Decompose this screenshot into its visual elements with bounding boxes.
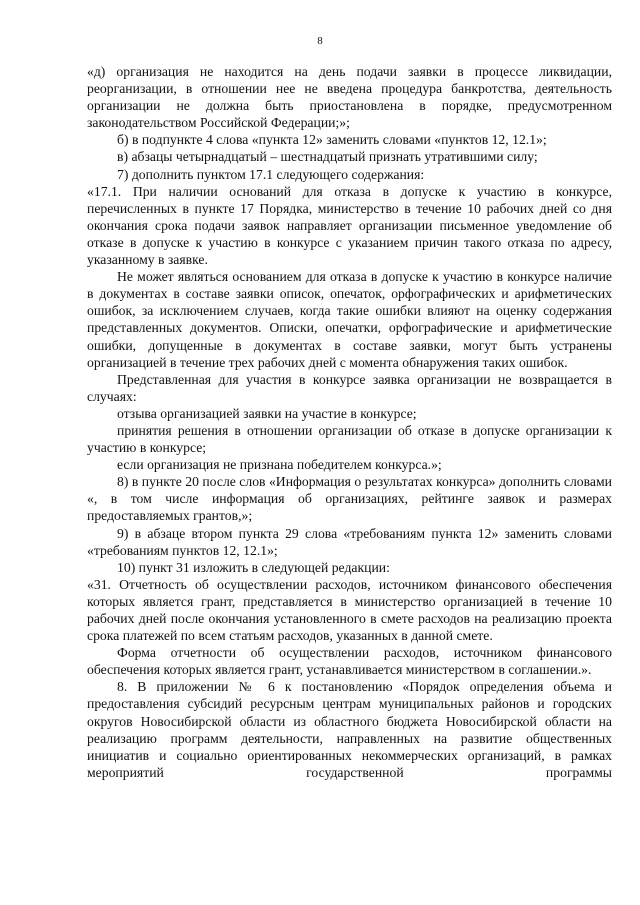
paragraph-point-9: 9) в абзаце втором пункта 29 слова «требованиям пункта 12» заменить словами «требованиям пунктов 12, 12.1»; <box>87 525 612 558</box>
paragraph-point-17-1: «17.1. При наличии оснований для отказа в допуске к участию в конкурсе, перечисленных в пункте 17 Порядка, министерство в течение 10 рабочих дней со дня окончания срока подачи заявок направляет организации письменное уведомление об отказе в допуске к участию в конкурсе с указанием причин такого отказа по адресу, указанному в заявке. <box>87 183 612 268</box>
paragraph-application-not-returned: Представленная для участия в конкурсе заявка организации не возвращается в случаях: <box>87 371 612 404</box>
paragraph-case-not-winner: если организация не признана победителем конкурса.»; <box>117 457 442 473</box>
paragraph-point-8: 8) в пункте 20 после слов «Информация о результатах конкурса» дополнить словами «, в том числе информация об организациях, рейтинге заявок и размерах предоставляемых грантов,»; <box>87 474 612 524</box>
paragraph-invalidate-paragraphs: в) абзацы четырнадцатый – шестнадцатый признать утратившими силу; <box>117 149 538 165</box>
paragraph-appendix-6: 8. В приложении № 6 к постановлению «Порядок определения объема и предоставления субсидий ресурсным центрам муниципальных районов и городских округов Новосибирской области из областного бюджета Новосибирской области на реализацию программ деятельности, направленных на развитие общественных инициатив и социально ориентированных некоммерческих организаций, в рамках мероприятий государственной программы <box>87 679 612 780</box>
paragraph-amend-subpoint-4: б) в подпункте 4 слова «пункта 12» заменить словами «пунктов 12, 12.1»; <box>117 132 547 148</box>
document-body <box>87 63 612 781</box>
paragraph-point-31: «31. Отчетность об осуществлении расходов, источником финансового обеспечения которых является грант, представляется в министерство организацией в течение 10 рабочих дней после окончания установленного в смете расходов на реализацию проекта срока платежей по всем статьям расходов, указанных в данной смете. <box>87 576 612 644</box>
paragraph-typos-not-grounds: Не может являться основанием для отказа в допуске к участию в конкурсе наличие в документах в составе заявки описок, опечаток, орфографических и арифметических ошибок, за исключением случаев, когда такие ошибки влияют на оценку содержания представленных документов. Описки, опечатки, орфографические и арифметические ошибки, допущенные в документах в составе заявки, могут быть устранены организацией в течение трех рабочих дней с момента обнаружения таких ошибок. <box>87 269 612 370</box>
paragraph-case-refusal: принятия решения в отношении организации об отказе в допуске организации к участию в конкурсе; <box>87 422 612 456</box>
paragraph-point-10: 10) пункт 31 изложить в следующей редакции: <box>117 559 390 575</box>
page-number: 8 <box>317 35 323 47</box>
paragraph-case-withdrawal: отзыва организацией заявки на участие в конкурсе; <box>117 405 417 421</box>
paragraph-reporting-form: Форма отчетности об осуществлении расходов, источником финансового обеспечения которых является грант, устанавливается министерством в соглашении.». <box>87 645 612 678</box>
paragraph-add-point-17-1: 7) дополнить пунктом 17.1 следующего содержания: <box>117 166 425 182</box>
paragraph-liquidation-clause: «д) организация не находится на день подачи заявки в процессе ликвидации, реорганизации, в отношении нее не введена процедура банкротства, деятельность организации не должна быть приостановлена в порядке, предусмотренном законодательством Российской Федерации;»; <box>87 64 612 131</box>
